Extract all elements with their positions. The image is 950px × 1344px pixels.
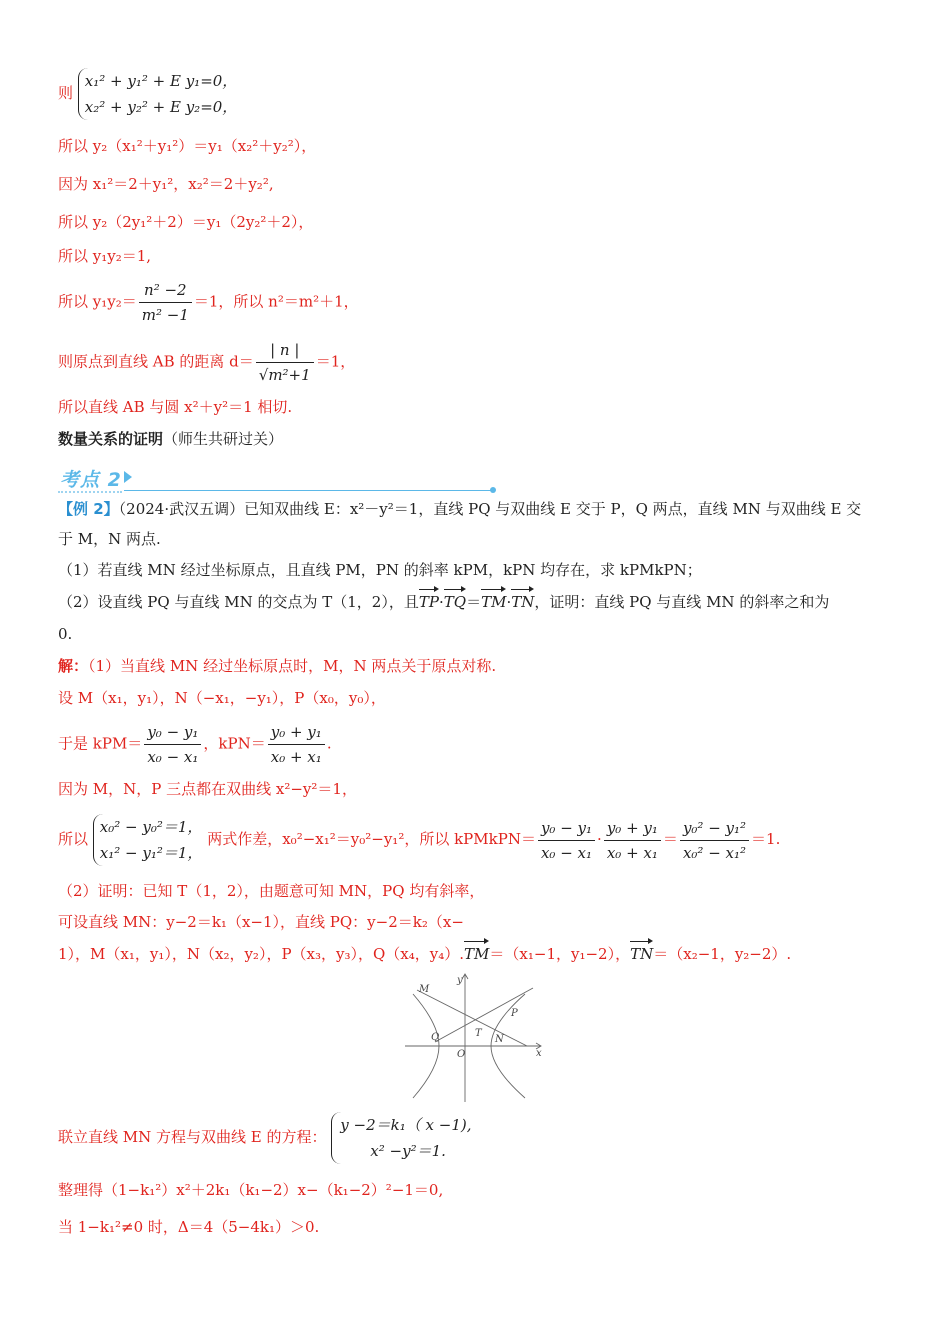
text-line: 所以 y₂（2y₁²＋2）＝y₁（2y₂²＋2），	[58, 213, 314, 231]
text-fragment: ＝1，所以 n²＝m²＋1，	[193, 292, 359, 311]
text-fragment: ＝（x₂−1，y₂−2）.	[653, 945, 792, 963]
text-fragment: 所以	[58, 830, 89, 848]
section-subtitle: （师生共研过关）	[163, 430, 284, 448]
example-badge: 【例 2】	[58, 500, 119, 518]
denominator: x₀² − x₁²	[682, 843, 747, 862]
section-title-text: 数量关系的证明	[58, 430, 164, 448]
text-fragment: ·	[506, 593, 512, 611]
example-line: 于 M，N 两点.	[58, 530, 161, 548]
text-fragment: ，kPN＝	[203, 734, 266, 753]
system-prefix: 则	[58, 84, 74, 102]
equation-system	[93, 814, 203, 866]
dot-icon	[490, 487, 496, 493]
fraction	[604, 818, 661, 863]
solution-line	[58, 1112, 471, 1164]
question-2	[58, 592, 829, 612]
question-2-end: 0.	[58, 625, 73, 643]
solution-line	[58, 944, 791, 964]
fraction	[268, 722, 325, 767]
solution-line: 可设直线 MN：y−2＝k₁（x−1），直线 PQ：y−2＝k₂（x−	[58, 913, 464, 931]
text-fragment: ＝	[466, 593, 482, 611]
text-fragment: （2）设直线 PQ 与直线 MN 的交点为 T（1，2），且	[58, 593, 419, 611]
solution-label: 解：	[58, 657, 89, 675]
system-row: y −2＝k₁（ x −1),	[340, 1116, 472, 1134]
solution-line: （2）证明：已知 T（1，2），由题意可知 MN，PQ 均有斜率，	[58, 882, 485, 900]
fraction	[144, 722, 201, 767]
label-m: M	[419, 984, 430, 995]
text-fragment: ＝1.	[751, 830, 781, 848]
label-y: y	[457, 975, 463, 986]
system-row: x₀² − y₀²＝1，	[99, 818, 203, 836]
denominator: x₀ + x₁	[270, 748, 322, 766]
text-fragment: .	[326, 734, 332, 753]
vector: TP	[418, 593, 439, 611]
text-fragment: 两式作差，x₀²−x₁²＝y₀²−y₁²，所以 kPMkPN＝	[207, 830, 536, 848]
fraction	[139, 280, 192, 325]
text-line: 所以 y₁y₂＝1,	[58, 247, 152, 265]
label-p: P	[511, 1008, 518, 1019]
vector: TN	[511, 593, 535, 611]
system-row: x₁² + y₁² + E y₁=0，	[84, 72, 238, 90]
denominator: x₀ − x₁	[540, 843, 593, 862]
system-row: x² −y²＝1.	[370, 1142, 446, 1160]
text-line: 所以直线 AB 与圆 x²＋y²＝1 相切.	[58, 398, 293, 416]
solution-line	[58, 722, 332, 767]
equation-system	[78, 68, 238, 120]
label-q: Q	[431, 1032, 440, 1043]
label-o: O	[457, 1049, 466, 1060]
fraction-line	[58, 340, 355, 385]
solution-line: 设 M（x₁，y₁），N（−x₁，−y₁），P（x₀，y₀），	[58, 689, 386, 707]
kaodian-label: 考点 2	[60, 469, 122, 491]
vector: TN	[630, 945, 654, 963]
fraction	[256, 340, 314, 385]
text-fragment: 联立直线 MN 方程与双曲线 E 的方程：	[58, 1128, 327, 1146]
denominator: m² −1	[141, 306, 189, 324]
hyperbola-graph	[405, 968, 555, 1106]
equation-system	[331, 1112, 471, 1164]
numerator: n² −2	[139, 280, 192, 303]
text-fragment: 1），M（x₁，y₁），N（x₂，y₂），P（x₃，y₃），Q（x₄，y₄）.	[58, 945, 465, 963]
text-fragment: ＝	[662, 830, 678, 848]
text-fragment: 所以 y₁y₂＝	[58, 292, 137, 311]
example-text: （2024·武汉五调）已知双曲线 E：x²－y²＝1，直线 PQ 与双曲线 E 交于 P，Q 两点，直线 MN 与双曲线 E 交	[118, 500, 862, 518]
text-fragment: ＝（x₁−1，y₁−2），	[489, 945, 631, 963]
text-fragment: ·	[597, 830, 602, 848]
question-1: （1）若直线 MN 经过坐标原点，且直线 PM，PN 的斜率 kPM，kPN 均存在，求 kPMkPN；	[58, 561, 702, 579]
numerator: | n |	[256, 340, 314, 363]
system-line-1	[58, 68, 237, 120]
solution-line: 当 1−k₁²≠0 时，Δ＝4（5−4k₁）＞0.	[58, 1218, 320, 1236]
solution-line: 整理得（1−k₁²）x²＋2k₁（k₁−2）x−（k₁−2）²−1＝0,	[58, 1181, 444, 1199]
play-arrow-icon	[124, 471, 132, 483]
fraction	[680, 818, 749, 863]
vector: TM	[464, 945, 490, 963]
label-t: T	[475, 1028, 482, 1039]
numerator: y₀² − y₁²	[680, 818, 749, 841]
section-title	[58, 428, 283, 449]
text-line: 因为 x₁²＝2＋y₁²，x₂²＝2＋y₂²,	[58, 175, 274, 193]
numerator: y₀ − y₁	[538, 818, 595, 841]
denominator: x₀ + x₁	[606, 843, 658, 862]
kaodian-header	[58, 463, 443, 497]
solution-line	[58, 814, 780, 866]
text-fragment: （1）当直线 MN 经过坐标原点时，M，N 两点关于原点对称.	[88, 657, 497, 675]
denominator: x₀ − x₁	[147, 748, 199, 766]
text-line: 所以 y₂（x₁²＋y₁²）＝y₁（x₂²＋y₂²），	[58, 137, 317, 155]
solution-line: 因为 M，N，P 三点都在双曲线 x²−y²＝1，	[58, 780, 357, 798]
fraction	[538, 818, 595, 863]
label-x: x	[536, 1048, 542, 1059]
system-row: x₂² + y₂² + E y₂=0，	[84, 98, 238, 116]
numerator: y₀ + y₁	[604, 818, 661, 841]
fraction-line	[58, 280, 359, 325]
text-fragment: 于是 kPM＝	[58, 734, 143, 753]
divider	[124, 490, 494, 491]
numerator: y₀ + y₁	[268, 722, 325, 745]
text-fragment: ，证明：直线 PQ 与直线 MN 的斜率之和为	[534, 593, 830, 611]
example-line	[58, 499, 861, 519]
denominator: √m²+1	[258, 366, 311, 384]
vector: TM	[481, 593, 507, 611]
system-row: x₁² − y₁²＝1，	[99, 844, 203, 862]
vector: TQ	[443, 593, 467, 611]
label-n: N	[495, 1034, 504, 1045]
numerator: y₀ − y₁	[144, 722, 201, 745]
solution-line	[58, 656, 496, 676]
text-fragment: 则原点到直线 AB 的距离 d＝	[58, 352, 254, 371]
text-fragment: ＝1，	[315, 352, 356, 371]
line-pq	[435, 988, 533, 1042]
text-fragment: ·	[438, 593, 444, 611]
